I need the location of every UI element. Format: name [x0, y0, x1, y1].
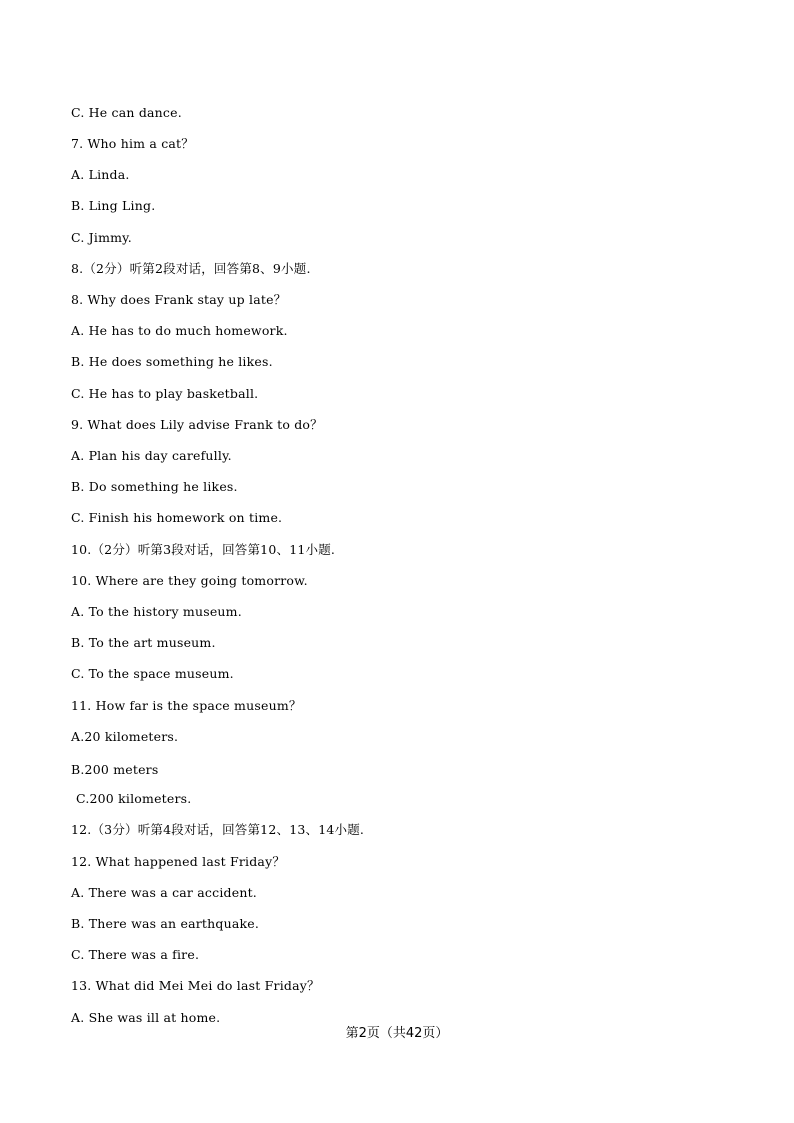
option-c-q8: C. He has to play basketball.	[71, 386, 259, 401]
option-a-q10: A. To the history museum.	[71, 604, 242, 619]
option-a-q13: A. She was ill at home.	[71, 1010, 221, 1025]
option-c-q10: C. To the space museum.	[71, 666, 234, 681]
option-a-q12: A. There was a car accident.	[71, 885, 257, 900]
section-header-dialog-2: 8.（2分）听第2段对话，回答第8、9小题.	[71, 261, 311, 276]
option-c-q7: C. Jimmy.	[71, 230, 132, 245]
option-a-q9: A. Plan his day carefully.	[71, 448, 232, 463]
section-header-dialog-3: 10.（2分）听第3段对话，回答第10、11小题.	[71, 542, 336, 557]
option-b-q9: B. Do something he likes.	[71, 479, 238, 494]
option-c-q11: C.200 kilometers.	[76, 791, 192, 806]
page-number-footer: 第2页（共42页）	[345, 1026, 449, 1041]
option-b-q11: B.200 meters	[71, 762, 159, 777]
question-9: 9. What does Lily advise Frank to do？	[71, 417, 323, 432]
option-b-q10: B. To the art museum.	[71, 635, 216, 650]
option-b-q8: B. He does something he likes.	[71, 354, 273, 369]
option-a-q11: A.20 kilometers.	[71, 729, 179, 744]
option-a-q8: A. He has to do much homework.	[71, 323, 288, 338]
question-7: 7. Who him a cat？	[71, 136, 194, 151]
question-13: 13. What did Mei Mei do last Friday？	[71, 978, 320, 993]
section-header-dialog-4: 12.（3分）听第4段对话，回答第12、13、14小题.	[71, 822, 365, 837]
question-11: 11. How far is the space museum？	[71, 698, 302, 713]
option-c-q12: C. There was a fire.	[71, 947, 200, 962]
option-b-q12: B. There was an earthquake.	[71, 916, 260, 931]
question-12: 12. What happened last Friday？	[71, 854, 286, 869]
option-c-q6: C. He can dance.	[71, 105, 182, 120]
option-a-q7: A. Linda.	[71, 167, 130, 182]
option-b-q7: B. Ling Ling.	[71, 198, 156, 213]
option-c-q9: C. Finish his homework on time.	[71, 510, 283, 525]
question-8: 8. Why does Frank stay up late？	[71, 292, 287, 307]
question-10: 10. Where are they going tomorrow.	[71, 573, 308, 588]
